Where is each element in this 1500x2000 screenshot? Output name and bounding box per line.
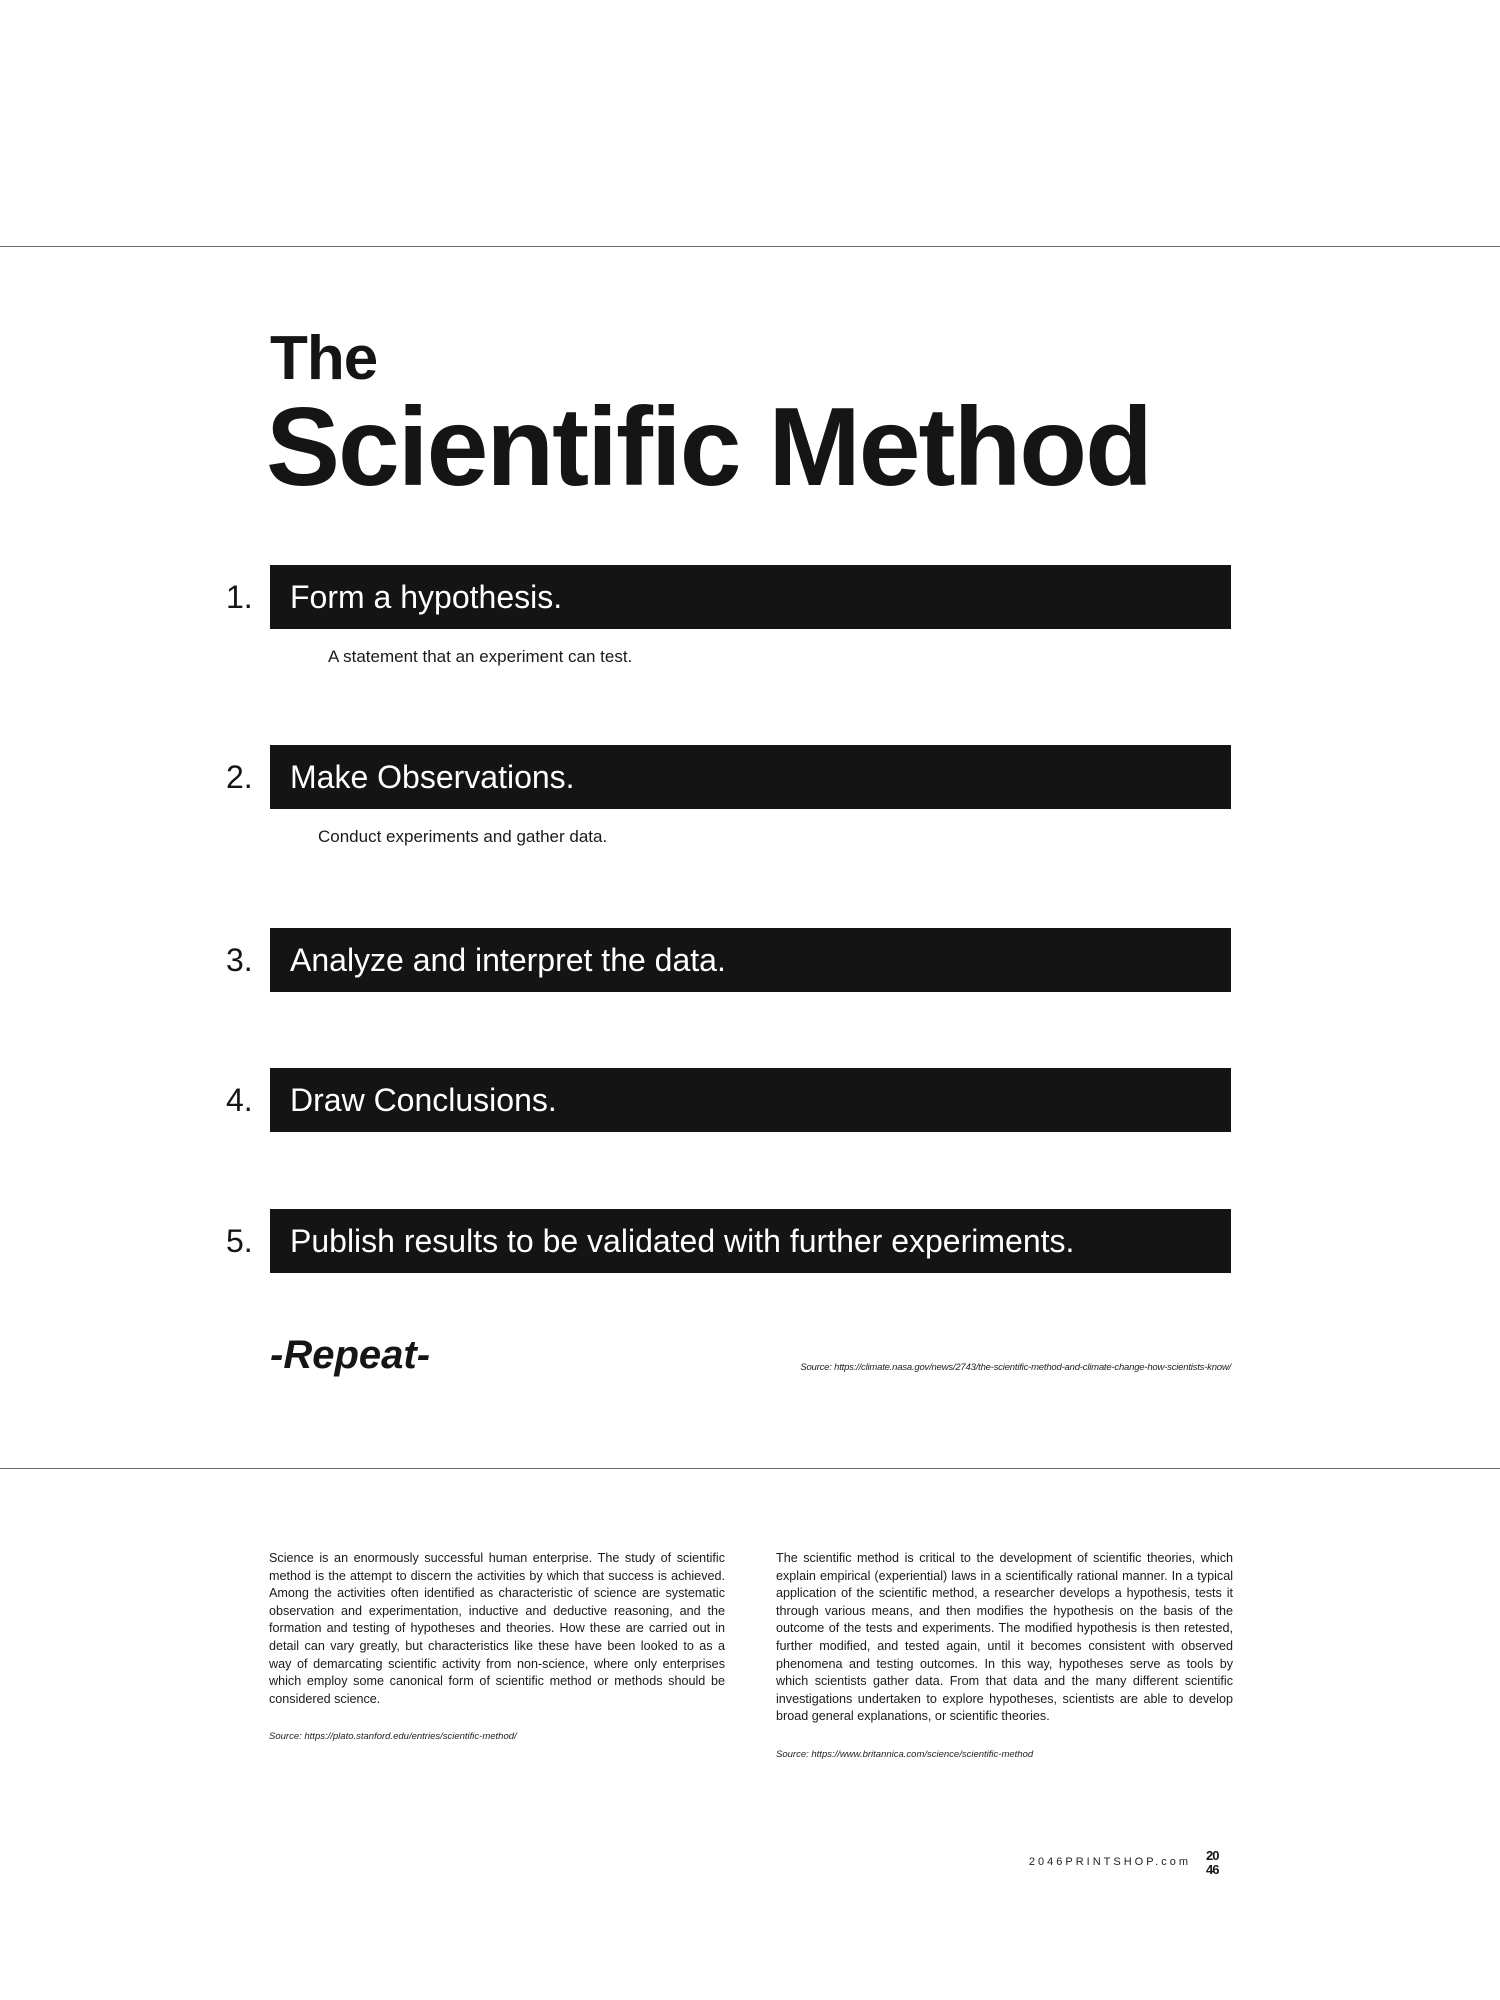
step-number: 2. bbox=[226, 759, 253, 795]
repeat-label: -Repeat- bbox=[270, 1333, 431, 1377]
step-label-bar: Make Observations. bbox=[270, 745, 1231, 809]
step-label-bar: Analyze and interpret the data. bbox=[270, 928, 1231, 992]
step-label-bar: Draw Conclusions. bbox=[270, 1068, 1231, 1132]
left-paragraph: Science is an enormously successful human enterprise. The study of scientific method is the attempt to discern the activities by which that success is achieved. Among the activities often identified as characteristic of science are systematic observation and experimentation, inductive and deductive reasoning, and the formation and testing of hypotheses and theories. How these are carried out in detail can vary greatly, but characteristics like these have been looked to as a way of demarcating scientific activity from non-science, where only enterprises which employ some canonical form of scientific method or methods should be considered science. bbox=[269, 1551, 725, 1706]
step-number: 4. bbox=[226, 1082, 253, 1118]
left-text-column bbox=[269, 1550, 725, 1746]
step-description: Conduct experiments and gather data. bbox=[318, 827, 608, 846]
middle-divider bbox=[0, 1468, 1500, 1469]
logo-text-top: 20 bbox=[1206, 1848, 1219, 1863]
step-number: 5. bbox=[226, 1223, 253, 1259]
source-citation-britannica: Source: https://www.britannica.com/science/scientific-method bbox=[776, 1748, 1034, 1760]
step-number: 3. bbox=[226, 942, 253, 978]
logo-text-bottom: 46 bbox=[1206, 1862, 1219, 1876]
page-title: Scientific Method bbox=[266, 385, 1151, 509]
top-divider bbox=[0, 246, 1500, 247]
step-number: 1. bbox=[226, 579, 253, 615]
right-paragraph: The scientific method is critical to the development of scientific theories, which explain empirical (experiential) laws in a scientifically rational manner. In a typical application of the scientific method, a researcher develops a hypothesis, tests it through various means, and then modifies the hypothesis on the basis of the outcome of the tests and experiments. The modified hypothesis is then retested, further modified, and tested again, until it becomes consistent with observed phenomena and testing outcomes. In this way, hypotheses serve as tools by which scientists gather data. From that data and the many different scientific investigations undertaken to explore hypotheses, scientists are able to develop broad general explanations, or scientific theories. bbox=[776, 1551, 1233, 1724]
step-description: A statement that an experiment can test. bbox=[328, 647, 633, 666]
right-text-column bbox=[776, 1550, 1233, 1764]
brand-name: 2046PRINTSHOP.com bbox=[1028, 1856, 1191, 1868]
step-label-bar: Publish results to be validated with further experiments. bbox=[270, 1209, 1231, 1273]
brand-logo-icon bbox=[1206, 1848, 1232, 1876]
source-citation-stanford: Source: https://plato.stanford.edu/entries/scientific-method/ bbox=[269, 1731, 517, 1743]
source-citation-nasa: Source: https://climate.nasa.gov/news/2743/the-scientific-method-and-climate-change-how-scientists-know/ bbox=[800, 1362, 1231, 1373]
step-label-bar: Form a hypothesis. bbox=[270, 565, 1231, 629]
title-line-1: The bbox=[270, 324, 378, 393]
